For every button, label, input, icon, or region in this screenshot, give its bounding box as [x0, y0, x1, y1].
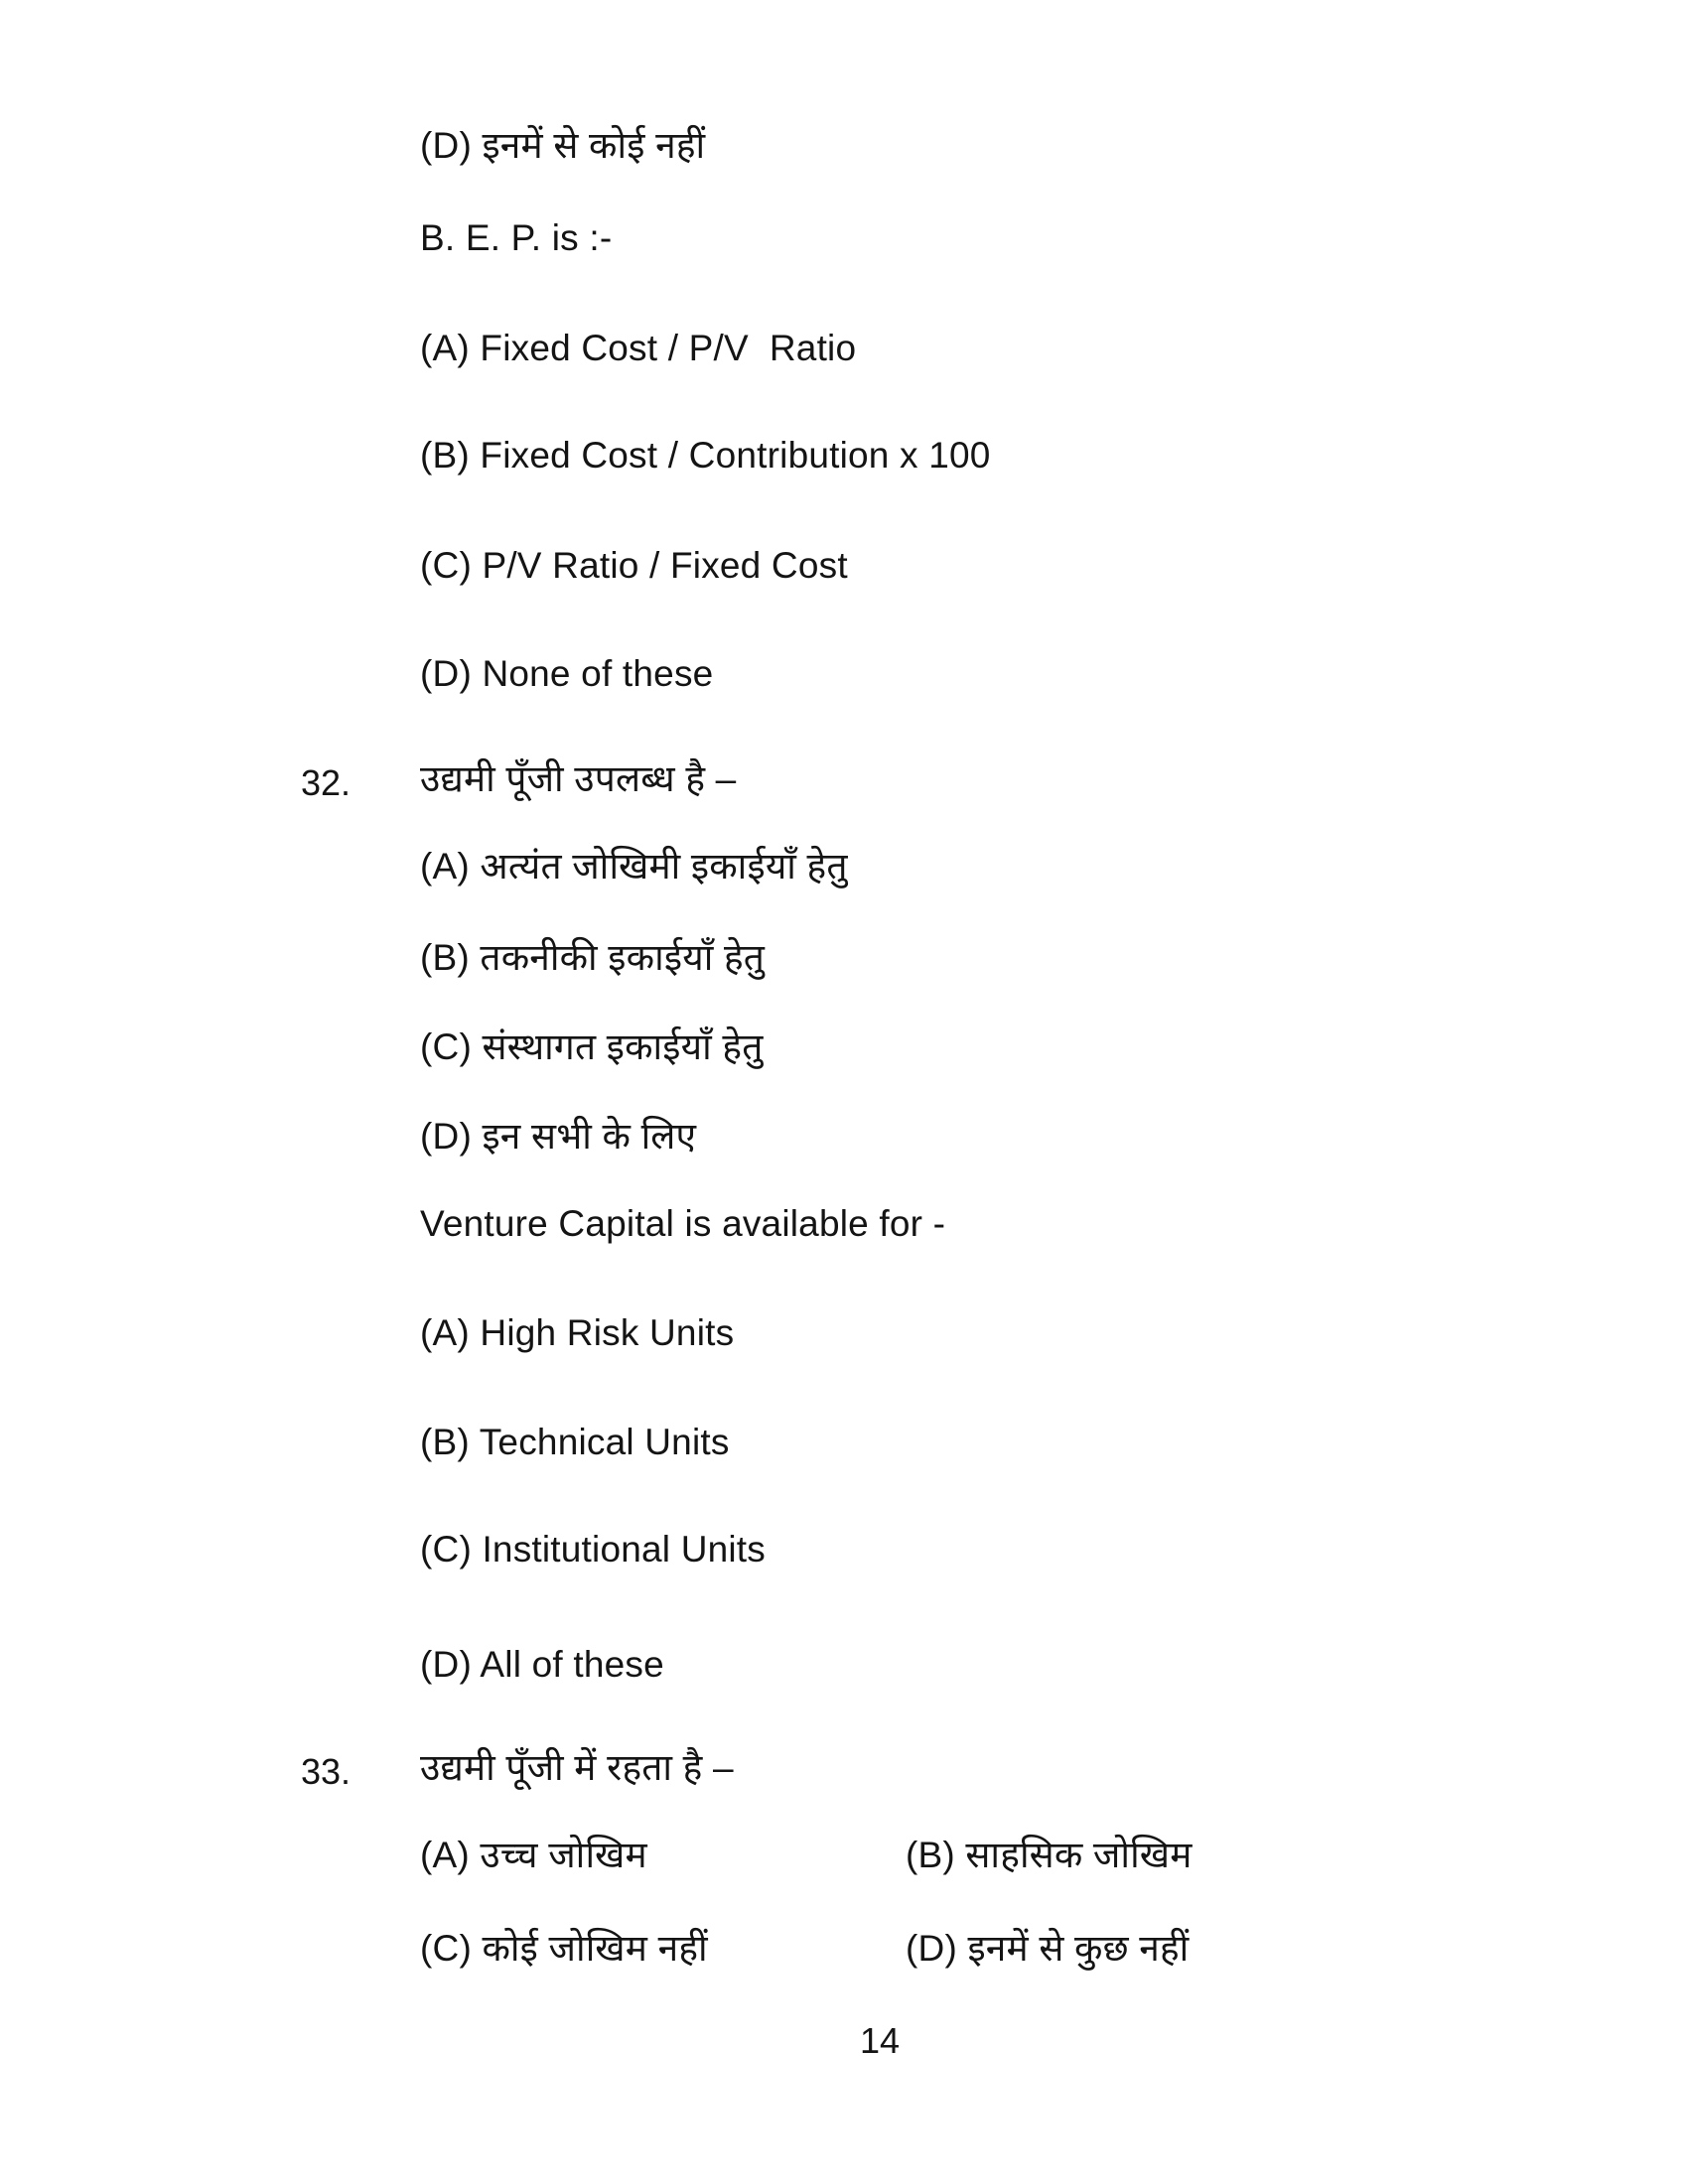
q32-option-d-hindi: (D) इन सभी के लिए — [420, 1116, 697, 1157]
q33-option-b-hindi: (B) साहसिक जोखिम — [906, 1835, 1193, 1875]
q31-option-b-english: (B) Fixed Cost / Contribution x 100 — [420, 435, 991, 476]
q33-option-a-hindi: (A) उच्च जोखिम — [420, 1835, 647, 1875]
q33-option-d-hindi: (D) इनमें से कुछ नहीं — [906, 1928, 1190, 1969]
q33-stem-hindi: उद्यमी पूँजी में रहता है – — [420, 1747, 734, 1788]
q32-option-a-english: (A) High Risk Units — [420, 1312, 735, 1353]
q32-stem-hindi: उद्यमी पूँजी उपलब्ध है – — [420, 758, 737, 799]
q33-number: 33. — [301, 1751, 352, 1792]
q32-option-b-hindi: (B) तकनीकी इकाईयाँ हेतु — [420, 937, 766, 978]
q31-option-c-english: (C) P/V Ratio / Fixed Cost — [420, 545, 848, 586]
q32-option-d-english: (D) All of these — [420, 1644, 664, 1685]
q32-option-c-hindi: (C) संस्थागत इकाईयाँ हेतु — [420, 1026, 764, 1067]
q31-option-d-hindi: (D) इनमें से कोई नहीं — [420, 125, 706, 166]
q32-option-c-english: (C) Institutional Units — [420, 1529, 766, 1570]
q32-number: 32. — [301, 762, 352, 803]
page-number: 14 — [860, 2020, 901, 2061]
q32-option-b-english: (B) Technical Units — [420, 1422, 730, 1462]
q32-option-a-hindi: (A) अत्यंत जोखिमी इकाईयाँ हेतु — [420, 846, 848, 887]
q31-option-d-english: (D) None of these — [420, 653, 714, 694]
q32-stem-english: Venture Capital is available for - — [420, 1203, 946, 1244]
q31-stem-english: B. E. P. is :- — [420, 217, 613, 258]
q33-option-c-hindi: (C) कोई जोखिम नहीं — [420, 1928, 708, 1969]
q31-option-a-english: (A) Fixed Cost / P/V Ratio — [420, 328, 857, 368]
